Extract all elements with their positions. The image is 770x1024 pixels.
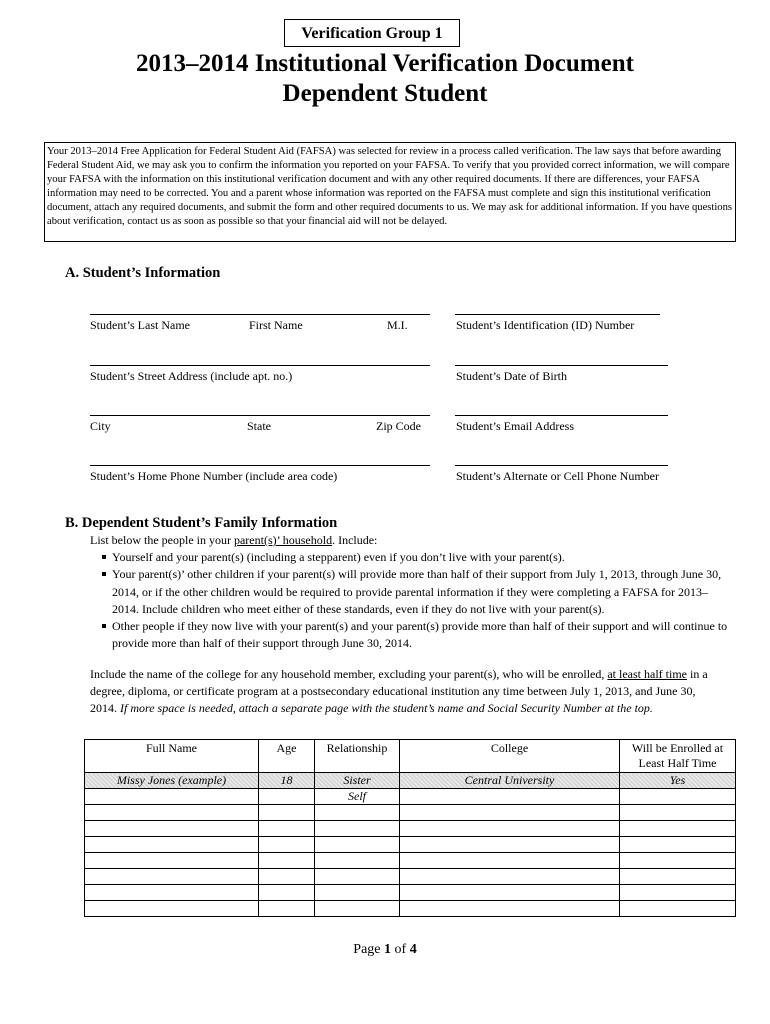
verification-group-box: Verification Group 1 <box>284 19 460 47</box>
page-subtitle: Dependent Student <box>282 80 488 107</box>
intro-notice: Your 2013–2014 Free Application for Federal Student Aid (FAFSA) was selected for review in a process called verification. The law says that before awarding Federal Student Aid, we may ask you to confirm the information you reported on your FAFSA. To verify that you provided correct information, we will compare your FAFSA with the information on this institutional verification document and with any other required documents. If there are differences, your FAFSA information may need to be corrected. You and a parent whose information was reported on the FAFSA must complete and sign this institutional verification document, attach any required documents, and submit the form and other required documents to us. We may ask for additional information. If you have questions about verification, contact us as soon as possible so that your financial aid will not be delayed. <box>44 142 736 242</box>
table-row[interactable] <box>85 869 736 885</box>
self-relationship: Self <box>315 789 400 805</box>
criteria-item: Your parent(s)’ other children if your parent(s) will provide more than half of their support from July 1, 2013, through June 30, 2014, or if the other children would be required to provide parental information if they were completing a FAFSA for 2013–2014. Include children who meet either of these standards, even if they do not live with your parent(s). <box>90 566 730 618</box>
household-table <box>84 739 736 917</box>
home-phone-input-line[interactable] <box>90 465 430 466</box>
page-total: 4 <box>409 942 417 957</box>
student-id-label: Student’s Identification (ID) Number <box>456 318 635 332</box>
table-row[interactable] <box>85 805 736 821</box>
name-input-line[interactable] <box>90 314 430 315</box>
zip-label: Zip Code <box>376 419 421 433</box>
criteria-item: Other people if they now live with your parent(s) and your parent(s) provide more than half of their support and will continue to provide more than half of their support through June 30, 2014. <box>90 618 730 653</box>
instr-underlined: at least half time <box>607 667 687 681</box>
lead-end: . Include: <box>332 533 378 547</box>
student-id-input-line[interactable] <box>455 314 660 315</box>
city-label: City <box>90 419 111 433</box>
lead-text: List below the people in your <box>90 533 234 547</box>
section-a-heading: A. Student’s Information <box>65 265 221 281</box>
household-criteria-list <box>90 549 730 653</box>
table-row[interactable] <box>85 789 736 805</box>
instr-text-2: in a degree, diploma, or certificate program at a postsecondary educational institution any time between July 1, 2013, and June 30, 2014. <box>90 667 708 715</box>
example-age: 18 <box>259 773 315 789</box>
table-row[interactable] <box>85 885 736 901</box>
page-word: Page <box>353 942 381 957</box>
email-label: Student’s Email Address <box>456 419 574 433</box>
state-label: State <box>247 419 271 433</box>
home-phone-label: Student’s Home Phone Number (include area code) <box>90 469 338 483</box>
mi-label: M.I. <box>387 318 408 332</box>
table-header-row <box>85 740 736 773</box>
alt-phone-input-line[interactable] <box>455 465 668 466</box>
alt-phone-label: Student’s Alternate or Cell Phone Number <box>456 469 659 483</box>
example-college: Central University <box>400 773 620 789</box>
dob-label: Student’s Date of Birth <box>456 369 567 383</box>
example-relationship: Sister <box>315 773 400 789</box>
page-title: 2013–2014 Institutional Verification Document <box>136 50 634 77</box>
page-footer <box>0 942 770 958</box>
page-number: 1 <box>384 942 392 957</box>
table-row[interactable] <box>85 901 736 917</box>
example-row <box>85 773 736 789</box>
col-relationship: Relationship <box>315 740 400 773</box>
example-name: Missy Jones (example) <box>85 773 259 789</box>
col-college: College <box>400 740 620 773</box>
table-row[interactable] <box>85 837 736 853</box>
instr-italic: If more space is needed, attach a separate page with the student’s name and Social Security Number at the top. <box>120 701 653 715</box>
table-row[interactable] <box>85 821 736 837</box>
first-name-label: First Name <box>249 318 303 332</box>
street-input-line[interactable] <box>90 365 430 366</box>
lead-underlined: parent(s)’ household <box>233 533 333 547</box>
last-name-label: Student’s Last Name <box>90 318 190 332</box>
section-b-heading: B. Dependent Student’s Family Information <box>65 515 338 531</box>
dob-input-line[interactable] <box>455 365 668 366</box>
table-row[interactable] <box>85 853 736 869</box>
email-input-line[interactable] <box>455 415 668 416</box>
example-enrolled: Yes <box>620 773 736 789</box>
col-age: Age <box>259 740 315 773</box>
col-enrolled: Will be Enrolled at Least Half Time <box>620 740 736 773</box>
street-label: Student’s Street Address (include apt. no.) <box>90 369 293 383</box>
college-instructions <box>90 666 720 717</box>
city-state-zip-input-line[interactable] <box>90 415 430 416</box>
criteria-item: Yourself and your parent(s) (including a stepparent) even if you don’t live with your parent(s). <box>90 549 730 566</box>
household-lead <box>90 532 377 549</box>
of-word: of <box>394 942 407 957</box>
instr-text: Include the name of the college for any household member, excluding your parent(s), who will be enrolled, <box>90 667 608 681</box>
col-full-name: Full Name <box>85 740 259 773</box>
